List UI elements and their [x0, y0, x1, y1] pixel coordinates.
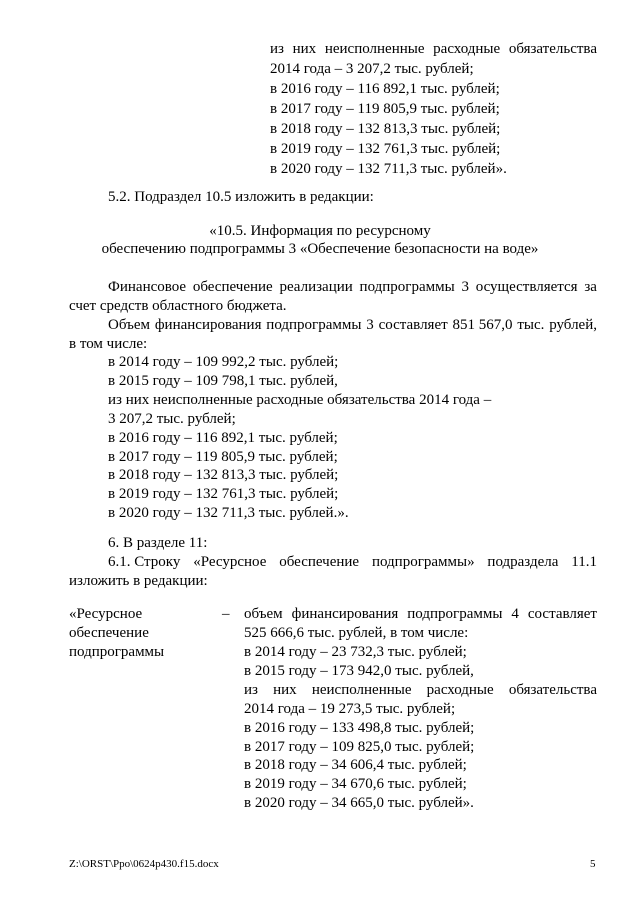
- word: обязательства: [508, 682, 597, 698]
- word: подраздела: [487, 554, 559, 570]
- word: расходные: [426, 682, 494, 698]
- top-block-line: в 2019 году – 132 761,3 тыс. рублей;: [270, 141, 501, 157]
- table-right-line: в 2019 году – 34 670,6 тыс. рублей;: [244, 776, 467, 792]
- top-block-line-1: [270, 40, 597, 58]
- word: них: [273, 682, 297, 698]
- word: подпрограммы: [407, 606, 503, 622]
- table-right-line: в 2017 году – 109 825,0 тыс. рублей;: [244, 739, 475, 755]
- word: объем: [244, 606, 283, 622]
- top-block-line: в 2016 году – 116 892,1 тыс. рублей;: [270, 81, 500, 97]
- word: 851 567,0: [452, 317, 513, 333]
- funding-line: в 2019 году – 132 761,3 тыс. рублей;: [108, 486, 339, 502]
- para1-line-1: [108, 278, 597, 296]
- word: финансирования: [154, 317, 262, 333]
- word: 11.1: [571, 554, 597, 570]
- word: за: [584, 279, 597, 295]
- word: из: [270, 41, 284, 57]
- top-block-line: 2014 года – 3 207,2 тыс. рублей;: [270, 61, 474, 77]
- table-left-label: обеспечение: [69, 625, 149, 641]
- table-right-line-1: [244, 605, 597, 623]
- funding-line: в 2018 году – 132 813,3 тыс. рублей;: [108, 467, 339, 483]
- footer-file-path: Z:\ORST\Ppo\0624p430.f15.docx: [69, 858, 219, 870]
- word: из: [244, 682, 258, 698]
- item-6-1-line-1: [108, 553, 597, 571]
- table-right-line-4: в 2015 году – 173 942,0 тыс. рублей,: [244, 663, 474, 679]
- table-dash: –: [222, 606, 230, 622]
- item-5-2: 5.2. Подраздел 10.5 изложить в редакции:: [108, 189, 374, 205]
- funding-line: в 2016 году – 116 892,1 тыс. рублей;: [108, 430, 338, 446]
- funding-line: в 2015 году – 109 798,1 тыс. рублей,: [108, 373, 338, 389]
- word: осуществляется: [475, 279, 578, 295]
- funding-line: в 2017 году – 119 805,9 тыс. рублей;: [108, 449, 338, 465]
- funding-line: в 2020 году – 132 711,3 тыс. рублей.».: [108, 505, 349, 521]
- word: них: [292, 41, 317, 57]
- top-block-line: в 2020 году – 132 711,3 тыс. рублей».: [270, 161, 507, 177]
- word: обеспечение: [279, 554, 360, 570]
- word: 4: [511, 606, 519, 622]
- word: тыс.: [517, 317, 545, 333]
- para2-line-1: [108, 316, 597, 334]
- word: подпрограммы»: [371, 554, 475, 570]
- section-heading-line-1: «10.5. Информация по ресурсному: [209, 223, 431, 239]
- word: составляет: [378, 317, 448, 333]
- top-block-line: в 2018 году – 132 813,3 тыс. рублей;: [270, 121, 501, 137]
- word: неисполненные: [324, 41, 425, 57]
- word: подпрограммы: [359, 279, 455, 295]
- word: финансирования: [291, 606, 399, 622]
- table-right-line: в 2018 году – 34 606,4 тыс. рублей;: [244, 757, 467, 773]
- word: Финансовое: [108, 279, 187, 295]
- word: Объем: [108, 317, 150, 333]
- funding-line: в 2014 году – 109 992,2 тыс. рублей;: [108, 354, 339, 370]
- para2-line-2: в том числе:: [69, 336, 148, 352]
- page-number: 5: [590, 858, 596, 870]
- funding-line: из них неисполненные расходные обязательства 2014 года –: [108, 392, 492, 408]
- word: «Ресурсное: [193, 554, 267, 570]
- word: 3: [461, 279, 469, 295]
- table-right-line-2: 525 666,6 тыс. рублей, в том числе:: [244, 625, 469, 641]
- word: подпрограммы: [266, 317, 362, 333]
- para1-line-2: счет средств областного бюджета.: [69, 298, 287, 314]
- word: реализации: [279, 279, 353, 295]
- table-right-line: 2014 года – 19 273,5 тыс. рублей;: [244, 701, 456, 717]
- word: 3: [366, 317, 374, 333]
- table-right-line: в 2016 году – 133 498,8 тыс. рублей;: [244, 720, 475, 736]
- word: обеспечение: [192, 279, 273, 295]
- item-6-1-line-2: изложить в редакции:: [69, 573, 208, 589]
- funding-line: 3 207,2 тыс. рублей;: [108, 411, 236, 427]
- section-heading-line-2: обеспечению подпрограммы 3 «Обеспечение безопасности на воде»: [101, 241, 539, 257]
- table-right-line-3: в 2014 году – 23 732,3 тыс. рублей;: [244, 644, 467, 660]
- word: расходные: [433, 41, 501, 57]
- word: составляет: [527, 606, 597, 622]
- word: обязательства: [508, 41, 597, 57]
- table-left-label: «Ресурсное: [69, 606, 143, 622]
- word: рублей,: [549, 317, 597, 333]
- word: неисполненные: [311, 682, 412, 698]
- item-6: 6. В разделе 11:: [108, 535, 208, 551]
- table-right-line: в 2020 году – 34 665,0 тыс. рублей».: [244, 795, 474, 811]
- top-block-line: в 2017 году – 119 805,9 тыс. рублей;: [270, 101, 500, 117]
- table-right-line-5: [244, 681, 597, 699]
- word: 6.1. Строку: [108, 554, 181, 570]
- table-left-label: подпрограммы: [69, 644, 165, 660]
